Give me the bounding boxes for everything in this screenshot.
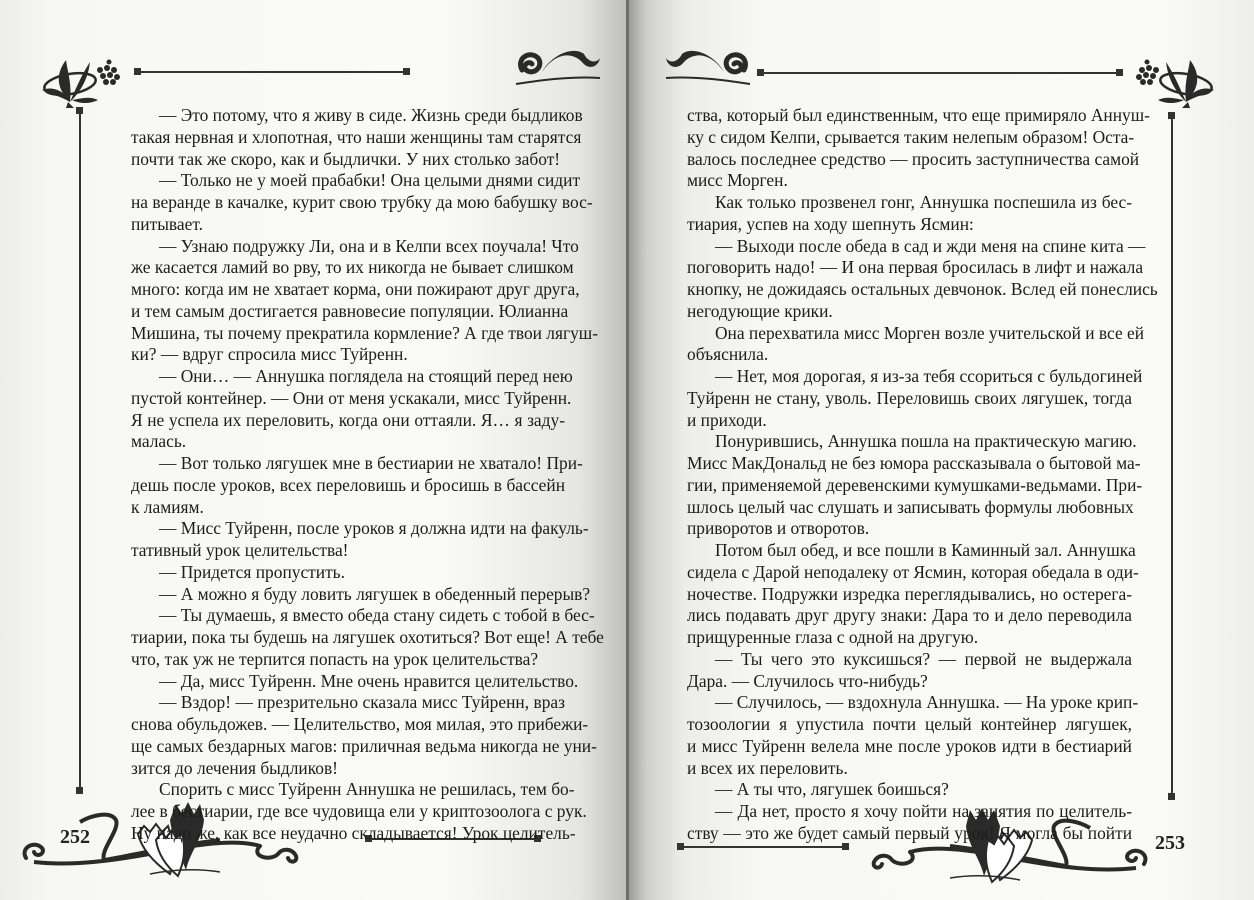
- right-page-text: [687, 105, 1158, 845]
- text-line: тозоологии я упустила почти целый контейнер лягушек,: [687, 714, 1132, 734]
- text-line: Понурившись, Аннушка пошла на практическую магию.: [715, 431, 1137, 452]
- text-line: — Да, мисс Туйренн. Мне очень нравится целительство.: [159, 670, 579, 691]
- text-line: ще самых бездарных магов: приличная ведьма никогда не уни-: [131, 735, 597, 756]
- header-rule: [138, 71, 406, 73]
- text-line: много: когда им не хватает корма, они пожирают друг друга,: [131, 279, 580, 299]
- text-line: тиария, успев на ходу шепнуть Ясмин:: [687, 213, 974, 234]
- text-line: поговорить надо! — И она первая бросилась в лифт и нажала: [687, 257, 1144, 278]
- text-line: тативный урок целительства!: [131, 540, 349, 560]
- lily-berries-icon: [1128, 50, 1216, 110]
- scroll-flourish-icon: [662, 48, 754, 86]
- text-line: — Придется пропустить.: [159, 561, 345, 582]
- text-line: малась.: [131, 431, 187, 452]
- text-line: кнопку, не дожидаясь остальных девчонок. Вслед ей понеслись: [687, 279, 1158, 299]
- rule-end-square: [1116, 69, 1123, 76]
- text-line: прищуренные глаза с одной на другую.: [687, 627, 979, 647]
- text-line: объяснила.: [687, 344, 769, 365]
- text-line: — Случилось, — вздохнула Аннушка. — На уроке крип-: [715, 692, 1139, 713]
- text-line: ночестве. Подружки изредка переглядывались, но остерега-: [687, 583, 1132, 604]
- text-line: ку с сидом Келпи, срывается таким нелепым образом! Оста-: [687, 126, 1135, 147]
- page-number-left: 252: [60, 826, 90, 848]
- text-line: сидела с Дарой неподалеку от Ясмин, которая обедала в оди-: [687, 561, 1139, 582]
- text-line: и всех их переловить.: [687, 757, 848, 778]
- text-line: — Только не у моей прабабки! Она целыми днями сидит: [159, 170, 581, 191]
- text-line: и приходи.: [687, 409, 767, 430]
- text-line: — Ты чего это куксишься? — первой не выдержала: [715, 648, 1132, 669]
- text-line: — Да нет, просто я хочу пойти на занятия по целитель-: [715, 801, 1132, 821]
- text-line: ству — это же будет самый первый урок! Я могла бы пойти: [687, 822, 1132, 843]
- text-line: ства, который был единственным, что еще примиряло Аннуш-: [687, 105, 1150, 125]
- text-line: что, так уж не терпится попасть на урок целительства?: [131, 648, 539, 669]
- text-line: Ну надо же, как все неудачно складывается! Урок целитель-: [131, 822, 576, 843]
- text-line: — Они… — Аннушка поглядела на стоящий перед нею: [159, 366, 573, 386]
- text-line: и мисс Туйренн велела мне после уроков идти в бестиарий: [687, 735, 1132, 756]
- margin-rule: [79, 110, 81, 790]
- text-line: негодующие крики.: [687, 300, 833, 321]
- text-line: ки? — вдруг спросила мисс Туйренн.: [131, 344, 408, 365]
- text-line: — Выходи после обеда в сад и жди меня на спине кита —: [715, 235, 1146, 256]
- text-line: такая нервная и хлопотная, что наши женщины там старятся: [131, 126, 582, 147]
- lily-berries-icon: [40, 50, 128, 110]
- left-page-text: [131, 105, 604, 845]
- text-line: лее в бестиарии, где все чудовища ели у криптозоолога с рук.: [131, 801, 587, 821]
- text-line: валось последнее средство — просить заступничества самой: [687, 148, 1140, 169]
- text-line: Туйренн не стану, уволь. Переловишь своих лягушек, тогда: [687, 387, 1132, 408]
- text-line: дешь после уроков, всех переловишь и бросишь в бассейн: [131, 474, 565, 495]
- text-line: снова обульдожев. — Целительство, моя милая, это прибежи-: [131, 714, 589, 734]
- text-line: пустой контейнер. — Они от меня ускакали, мисс Туйренн.: [131, 387, 572, 408]
- text-line: зится до лечения быдликов!: [131, 757, 338, 778]
- rule-end-square: [76, 787, 83, 794]
- text-line: — А можно я буду ловить лягушек в обеденный перерыв?: [159, 583, 591, 604]
- text-line: к ламиям.: [131, 496, 204, 517]
- text-line: приворотов и отворотов.: [687, 518, 870, 539]
- rule-end-square: [1168, 793, 1175, 800]
- text-line: питывает.: [131, 213, 203, 234]
- text-line: лись подавать друг другу знаки: Дара то и дело переводила: [687, 605, 1132, 626]
- text-line: мисс Морген.: [687, 170, 788, 191]
- text-line: шлось целый час слушать и записывать формулы любовных: [687, 496, 1134, 517]
- text-line: Я не успела их переловить, когда они оттаяли. Я… я заду-: [131, 409, 565, 430]
- text-line: — Узнаю подружку Ли, она и в Келпи всех поучала! Что: [159, 235, 579, 256]
- text-line: Мисс МакДональд не без юмора рассказывала о бытовой ма-: [687, 453, 1141, 473]
- text-line: — Это потому, что я живу в сиде. Жизнь среди быдликов: [159, 105, 583, 125]
- text-line: Спорить с мисс Туйренн Аннушка не решилась, тем бо-: [159, 779, 575, 800]
- text-line: и тем самым достигается равновесие популяции. Юлианна: [131, 300, 569, 321]
- text-line: — Нет, моя дорогая, я из-за тебя ссориться с бульдогиней: [715, 366, 1143, 386]
- text-line: — Вздор! — презрительно сказала мисс Туйренн, враз: [159, 692, 565, 713]
- margin-rule: [1171, 115, 1173, 797]
- text-line: тиарии, пока ты будешь на лягушек охотиться? Вот еще! А тебе: [131, 627, 604, 647]
- text-line: — Мисс Туйренн, после уроков я должна идти на факуль-: [159, 518, 589, 539]
- text-line: Дара. — Случилось что-нибудь?: [687, 670, 928, 691]
- text-line: же касается ламий во рву, то их никогда не бывает слишком: [131, 257, 574, 278]
- page-number-right: 253: [1155, 832, 1185, 854]
- header-rule: [761, 72, 1119, 74]
- text-line: Мишина, ты почему прекратила кормление? А где твои лягуш-: [131, 322, 598, 343]
- text-line: почти так же скоро, как и быдлички. У них столько забот!: [131, 148, 561, 169]
- scroll-flourish-icon: [512, 48, 604, 86]
- book-gutter: [626, 0, 629, 900]
- text-line: — Ты думаешь, я вместо обеда стану сидеть с тобой в бес-: [159, 605, 595, 626]
- text-line: на веранде в качалке, курит свою трубку да мою бабушку вос-: [131, 192, 593, 212]
- footer-rule: [681, 846, 845, 848]
- text-line: Она перехватила мисс Морген возле учительской и все ей: [715, 322, 1145, 343]
- text-line: — Вот только лягушек мне в бестиарии не хватало! При-: [159, 453, 583, 473]
- text-line: гии, применяемой деревенскими кумушками-ведьмами. При-: [687, 474, 1143, 495]
- text-line: Как только прозвенел гонг, Аннушка поспешила из бес-: [715, 192, 1132, 212]
- rule-end-square: [403, 68, 410, 75]
- text-line: — А ты что, лягушек боишься?: [715, 779, 949, 800]
- text-line: Потом был обед, и все пошли в Каминный зал. Аннушка: [715, 540, 1136, 560]
